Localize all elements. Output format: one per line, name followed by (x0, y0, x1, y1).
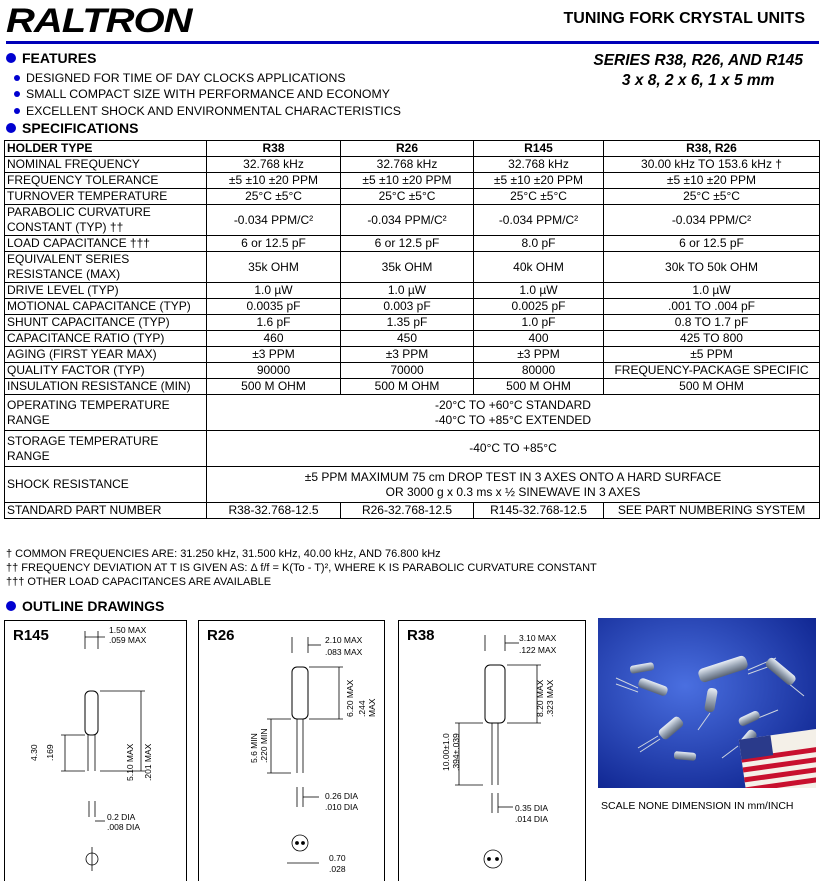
row-value: 1.0 µW (474, 283, 604, 299)
row-value: ±5 PPM MAXIMUM 75 cm DROP TEST IN 3 AXES ONTO A HARD SURFACE OR 3000 g x 0.3 ms x ½ SINEWAVE IN 3 AXES (207, 467, 820, 503)
dim-label: 6.20 MAX (345, 679, 355, 717)
dim-label: 3.10 MAX (519, 633, 557, 643)
dim-label: 0.2 DIA (107, 812, 136, 822)
row-value: 25°C ±5°C (604, 189, 820, 205)
row-value: 1.35 pF (341, 315, 474, 331)
features-list (14, 70, 401, 119)
row-value: 25°C ±5°C (474, 189, 604, 205)
row-value: 32.768 kHz (207, 157, 341, 173)
dim-label: .010 DIA (325, 802, 359, 812)
row-value: 32.768 kHz (474, 157, 604, 173)
row-value: 40k OHM (474, 252, 604, 283)
row-value: 35k OHM (341, 252, 474, 283)
row-value: 0.003 pF (341, 299, 474, 315)
features-heading: FEATURES (6, 50, 96, 66)
table-row (5, 189, 820, 205)
row-label: EQUIVALENT SERIES RESISTANCE (MAX) (5, 252, 207, 283)
row-value: -0.034 PPM/C² (474, 205, 604, 236)
row-value: ±3 PPM (474, 347, 604, 363)
row-value: ±5 ±10 ±20 PPM (341, 173, 474, 189)
row-value: 500 M OHM (207, 379, 341, 395)
row-label: PARABOLIC CURVATURE CONSTANT (TYP) †† (5, 205, 207, 236)
specifications-table (4, 140, 820, 519)
table-row (5, 299, 820, 315)
row-value: R38-32.768-12.5 (207, 503, 341, 519)
table-row (5, 347, 820, 363)
row-value: 6 or 12.5 pF (207, 236, 341, 252)
table-row (5, 467, 820, 503)
row-value: 25°C ±5°C (207, 189, 341, 205)
column-header: R145 (474, 141, 604, 157)
row-value: ±5 ±10 ±20 PPM (474, 173, 604, 189)
dim-label: .201 MAX (143, 743, 153, 781)
drawing-title: R26 (207, 627, 235, 644)
dim-label: 8.20 MAX (535, 679, 545, 717)
bullet-icon (14, 108, 20, 114)
row-value: 30k TO 50k OHM (604, 252, 820, 283)
list-item: EXCELLENT SHOCK AND ENVIRONMENTAL CHARACTERISTICS (14, 103, 401, 119)
dim-label: 0.70 (329, 853, 346, 863)
raltron-logo: RALTRON (6, 2, 192, 40)
r26-outline-svg (199, 621, 384, 881)
row-value: 1.0 pF (474, 315, 604, 331)
row-value: ±3 PPM (207, 347, 341, 363)
table-row (5, 431, 820, 467)
table-row (5, 283, 820, 299)
table-row (5, 173, 820, 189)
row-value: 1.0 µW (341, 283, 474, 299)
row-value: 0.8 TO 1.7 pF (604, 315, 820, 331)
specifications-heading: SPECIFICATIONS (6, 120, 138, 136)
row-value: R26-32.768-12.5 (341, 503, 474, 519)
header-rule (6, 41, 819, 44)
drawing-title: R38 (407, 627, 435, 644)
dim-label: .008 DIA (107, 822, 141, 832)
row-value: 6 or 12.5 pF (341, 236, 474, 252)
table-row (5, 315, 820, 331)
dim-label: .028 (329, 864, 346, 874)
dim-label: 0.26 DIA (325, 791, 359, 801)
row-label: STANDARD PART NUMBER (5, 503, 207, 519)
table-row (5, 252, 820, 283)
row-value: 8.0 pF (474, 236, 604, 252)
row-label: QUALITY FACTOR (TYP) (5, 363, 207, 379)
row-label: LOAD CAPACITANCE ††† (5, 236, 207, 252)
row-value: -40°C TO +85°C (207, 431, 820, 467)
list-item: SMALL COMPACT SIZE WITH PERFORMANCE AND ECONOMY (14, 86, 401, 102)
dim-label: .059 MAX (109, 635, 147, 645)
dim-label: 0.35 DIA (515, 803, 549, 813)
row-value: 1.0 µW (207, 283, 341, 299)
drawing-title: R145 (13, 627, 49, 644)
table-row (5, 205, 820, 236)
drawing-scale-caption: SCALE NONE DIMENSION IN mm/INCH (601, 800, 794, 812)
table-row (5, 503, 820, 519)
dim-label: .244 MAX (357, 698, 377, 717)
row-label: OPERATING TEMPERATURE RANGE (5, 395, 207, 431)
bullet-icon (14, 91, 20, 97)
dim-label: .122 MAX (519, 645, 557, 655)
page-title: TUNING FORK CRYSTAL UNITS (563, 10, 805, 27)
row-value: 425 TO 800 (604, 331, 820, 347)
row-value: 0.0035 pF (207, 299, 341, 315)
r145-drawing (4, 620, 187, 881)
column-header: HOLDER TYPE (5, 141, 207, 157)
row-value: 32.768 kHz (341, 157, 474, 173)
row-value: 80000 (474, 363, 604, 379)
row-value: R145-32.768-12.5 (474, 503, 604, 519)
row-value: 30.00 kHz TO 153.6 kHz † (604, 157, 820, 173)
row-value: 500 M OHM (474, 379, 604, 395)
row-label: SHUNT CAPACITANCE (TYP) (5, 315, 207, 331)
table-row (5, 236, 820, 252)
row-value: 500 M OHM (341, 379, 474, 395)
dim-label: 1.50 MAX (109, 625, 147, 635)
bullet-icon (6, 53, 16, 63)
row-value: SEE PART NUMBERING SYSTEM (604, 503, 820, 519)
row-value: 90000 (207, 363, 341, 379)
row-value: ±5 ±10 ±20 PPM (604, 173, 820, 189)
footnote: †† FREQUENCY DEVIATION AT T IS GIVEN AS: Δ f/f = K(To - T)², WHERE K IS PARABOLIC CURVATURE CONSTANT (6, 562, 597, 574)
row-value: .001 TO .004 pF (604, 299, 820, 315)
bullet-icon (6, 601, 16, 611)
dim-label: .014 DIA (515, 814, 549, 824)
row-label: DRIVE LEVEL (TYP) (5, 283, 207, 299)
product-photo (598, 618, 816, 788)
row-value: 0.0025 pF (474, 299, 604, 315)
table-row (5, 363, 820, 379)
row-value: -0.034 PPM/C² (341, 205, 474, 236)
row-value: 400 (474, 331, 604, 347)
row-label: STORAGE TEMPERATURE RANGE (5, 431, 207, 467)
table-row (5, 379, 820, 395)
row-value: 500 M OHM (604, 379, 820, 395)
table-row (5, 395, 820, 431)
row-label: NOMINAL FREQUENCY (5, 157, 207, 173)
row-value: ±5 PPM (604, 347, 820, 363)
dim-label: .169 (45, 744, 55, 761)
row-label: TURNOVER TEMPERATURE (5, 189, 207, 205)
bullet-icon (14, 75, 20, 81)
column-header: R38 (207, 141, 341, 157)
table-header-row (5, 141, 820, 157)
row-value: ±3 PPM (341, 347, 474, 363)
outline-heading: OUTLINE DRAWINGS (6, 598, 164, 614)
dim-label: 5.6 MIN (249, 733, 259, 763)
column-header: R38, R26 (604, 141, 820, 157)
r38-drawing (398, 620, 586, 881)
dim-label: .323 MAX (545, 679, 555, 717)
row-value: 1.6 pF (207, 315, 341, 331)
dim-label: 4.30 (29, 744, 39, 761)
row-value: 1.0 µW (604, 283, 820, 299)
column-header: R26 (341, 141, 474, 157)
table-row (5, 331, 820, 347)
row-label: SHOCK RESISTANCE (5, 467, 207, 503)
series-subtitle: SERIES R38, R26, AND R145 3 x 8, 2 x 6, 1 x 5 mm (593, 52, 803, 89)
row-value: 450 (341, 331, 474, 347)
footnote: ††† OTHER LOAD CAPACITANCES ARE AVAILABLE (6, 576, 272, 588)
row-value: 70000 (341, 363, 474, 379)
row-value: 460 (207, 331, 341, 347)
dim-label: 5.10 MAX (125, 743, 135, 781)
row-label: MOTIONAL CAPACITANCE (TYP) (5, 299, 207, 315)
row-value: -0.034 PPM/C² (604, 205, 820, 236)
table-row (5, 157, 820, 173)
r38-outline-svg (399, 621, 585, 881)
dim-label: .394±.039 (451, 733, 461, 771)
list-item: DESIGNED FOR TIME OF DAY CLOCKS APPLICATIONS (14, 70, 401, 86)
dim-label: 2.10 MAX (325, 635, 363, 645)
footnotes (6, 547, 597, 589)
row-value: 35k OHM (207, 252, 341, 283)
row-value: -20°C TO +60°C STANDARD -40°C TO +85°C EXTENDED (207, 395, 820, 431)
row-value: FREQUENCY-PACKAGE SPECIFIC (604, 363, 820, 379)
dim-label: 10.00±1.0 (441, 733, 451, 771)
row-value: -0.034 PPM/C² (207, 205, 341, 236)
row-label: INSULATION RESISTANCE (MIN) (5, 379, 207, 395)
row-value: ±5 ±10 ±20 PPM (207, 173, 341, 189)
footnote: † COMMON FREQUENCIES ARE: 31.250 kHz, 31.500 kHz, 40.00 kHz, AND 76.800 kHz (6, 548, 441, 560)
row-value: 6 or 12.5 pF (604, 236, 820, 252)
crystal-photo-svg (598, 618, 816, 788)
r26-drawing (198, 620, 385, 881)
row-value: 25°C ±5°C (341, 189, 474, 205)
dim-label: .083 MAX (325, 647, 363, 657)
dim-label: .220 MIN (259, 728, 269, 763)
row-label: AGING (FIRST YEAR MAX) (5, 347, 207, 363)
bullet-icon (6, 123, 16, 133)
row-label: CAPACITANCE RATIO (TYP) (5, 331, 207, 347)
row-label: FREQUENCY TOLERANCE (5, 173, 207, 189)
